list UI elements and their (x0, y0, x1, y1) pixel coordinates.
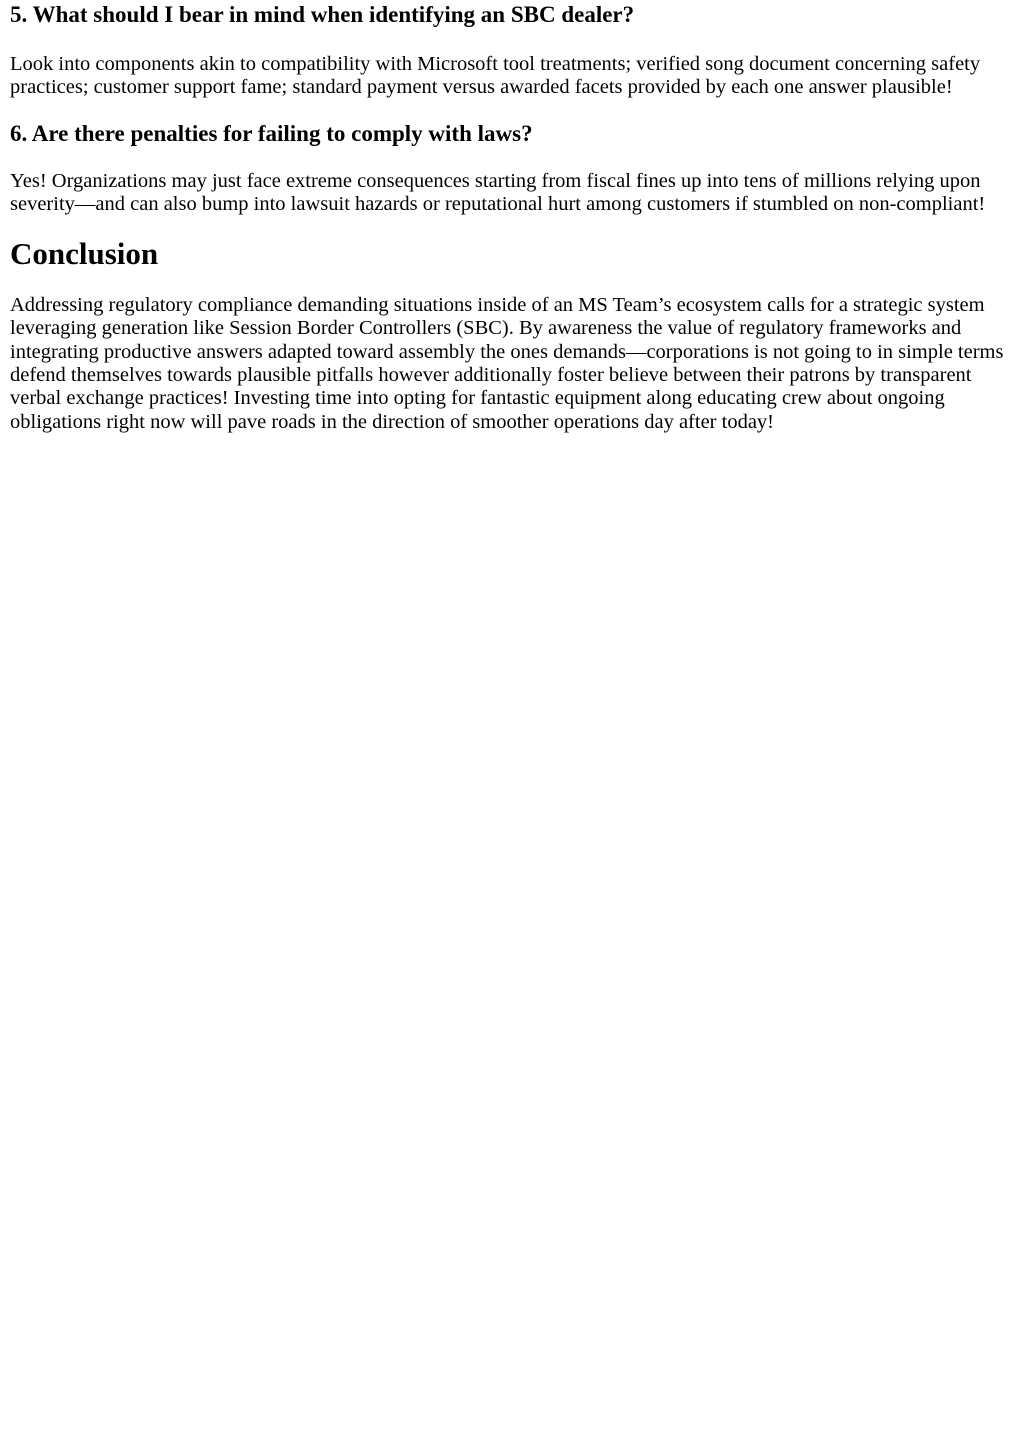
faq-answer-5: Look into components akin to compatibility with Microsoft tool treatments; verified song document concerning safety practices; customer support fame; standard payment versus awarded facets provided by each one answer plausible! (10, 53, 981, 99)
faq-question-5: 5. What should I bear in mind when identifying an SBC dealer? (10, 2, 635, 27)
article-body (0, 0, 1024, 434)
conclusion-paragraph: Addressing regulatory compliance demanding situations inside of an MS Team’s ecosystem calls for a strategic system leveraging generation like Session Border Controllers (SBC). By awareness the value of regulatory frameworks and integrating productive answers adapted toward assembly the ones demands—corporations is not going to in simple terms defend themselves towards plausible pitfalls however additionally foster believe between their patrons by transparent verbal exchange practices! Investing time into opting for fantastic equipment along educating crew about ongoing obligations right now will pave roads in the direction of smoother operations day after today! (10, 294, 1004, 433)
faq-answer-6: Yes! Organizations may just face extreme consequences starting from fiscal fines up into tens of millions relying upon severity—and can also bump into lawsuit hazards or reputational hurt among customers if stumbled on non-compliant! (10, 169, 986, 215)
faq-question-6: 6. Are there penalties for failing to comply with laws? (10, 120, 533, 146)
conclusion-heading: Conclusion (10, 236, 159, 272)
